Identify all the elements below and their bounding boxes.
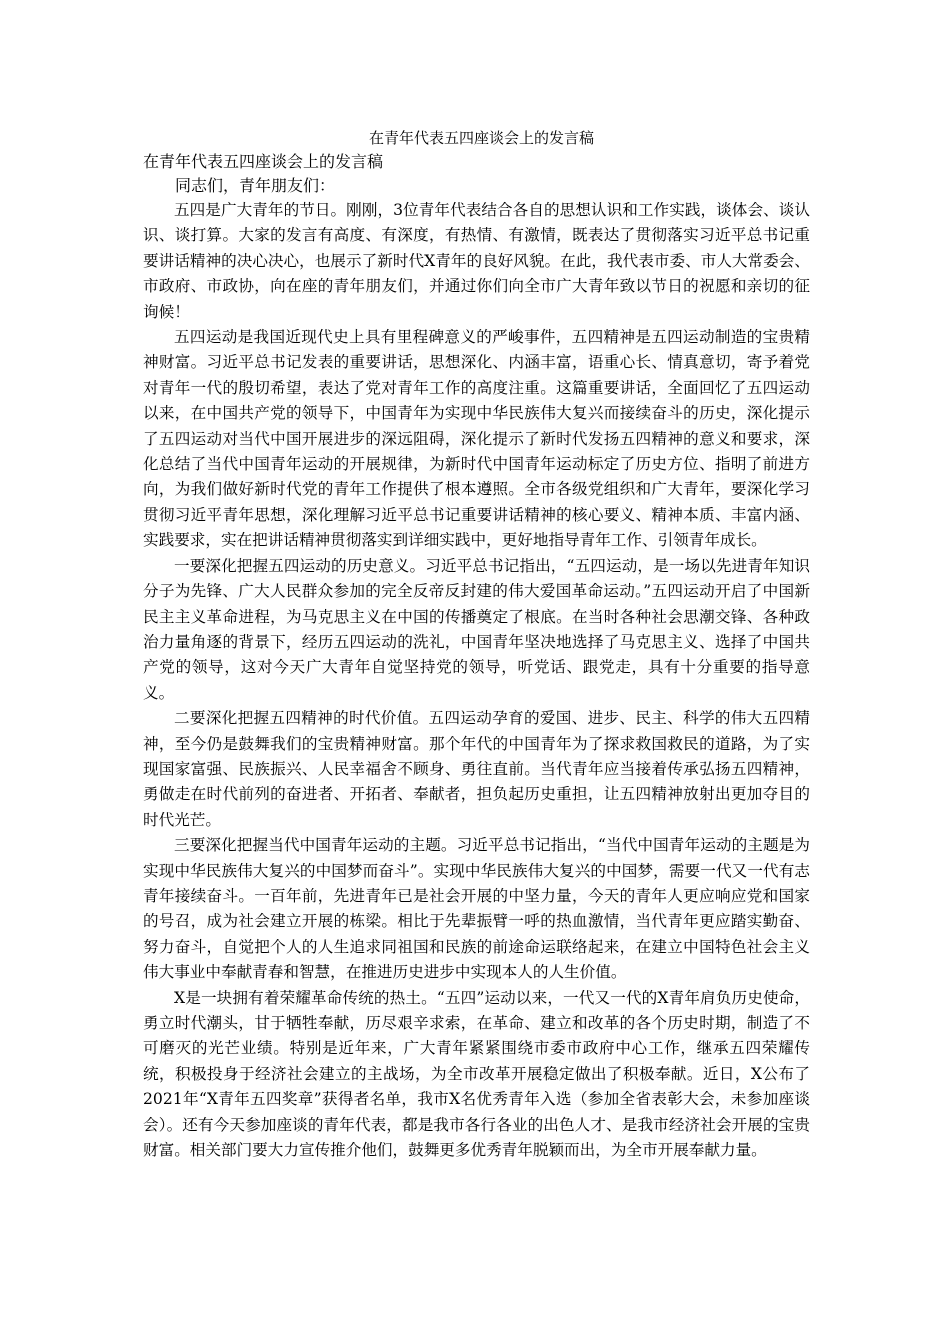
document-subtitle: 在青年代表五四座谈会上的发言稿 [143,152,384,171]
paragraph-greeting: 五四是广大青年的节日。刚刚，3位青年代表结合各自的思想认识和工作实践，谈体会、谈认识、谈打算。大家的发言有高度、有深度，有热情、有激情，既表达了贯彻落实习近平总书记重要讲话精神的决心决心，也展示了新时代X青年的良好风貌。在此，我代表市委、市人大常委会、市政府、市政协，向在座的青年朋友们，并通过你们向全市广大青年致以节日的祝愿和亲切的征询候！ [143,201,810,321]
salutation: 同志们，青年朋友们： [175,176,336,195]
paragraph-significance: 五四运动是我国近现代史上具有里程碑意义的严峻事件，五四精神是五四运动制造的宝贵精神财富。习近平总书记发表的重要讲话，思想深化、内涵丰富，语重心长、情真意切，寄予着党对青年一代的殷切希望，表达了党对青年工作的高度注重。这篇重要讲话，全面回忆了五四运动以来，在中国共产党的领导下，中国青年为实现中华民族伟大复兴而接续奋斗的历史，深化提示了五四运动对当代中国开展进步的深远阻碍，深化提示了新时代发扬五四精神的意义和要求，深化总结了当代中国青年运动的开展规律，为新时代中国青年运动标定了历史方位、指明了前进方向，为我们做好新时代党的青年工作提供了根本遵照。全市各级党组织和广大青年，要深化学习贯彻习近平青年思想，深化理解习近平总书记重要讲话精神的核心要义、精神本质、丰富内涵、实践要求，实在把讲话精神贯彻落实到详细实践中，更好地指导青年工作、引领青年成长。 [143,328,810,550]
paragraph-local-youth: X是一块拥有着荣耀革命传统的热土。“五四”运动以来，一代又一代的X青年肩负历史使命，勇立时代潮头，甘于牺牲奉献，历尽艰辛求索，在革命、建立和改革的各个历史时期，制造了不可磨灭的光芒业绩。特别是近年来，广大青年紧紧围绕市委市政府中心工作，继承五四荣耀传统，积极投身于经济社会建立的主战场，为全市改革开展稳定做出了积极奉献。近日，X公布了2021年“X青年五四奖章”获得者名单，我市X名优秀青年入选（参加全省表彰大会，未参加座谈会）。还有今天参加座谈的青年代表，都是我市各行各业的出色人才、是我市经济社会开展的宝贵财富。相关部门要大力宣传推介他们，鼓舞更多优秀青年脱颖而出，为全市开展奉献力量。 [143,988,810,1160]
paragraph-point-three: 三要深化把握当代中国青年运动的主题。习近平总书记指出，“当代中国青年运动的主题是为实现中华民族伟大复兴的中国梦而奋斗”。实现中华民族伟大复兴的中国梦，需要一代又一代有志青年接续奋斗。一百年前，先进青年已是社会开展的中坚力量，今天的青年人更应响应党和国家的号召，成为社会建立开展的栋梁。相比于先辈振臂一呼的热血激情，当代青年更应踏实勤奋、努力奋斗，自觉把个人的人生追求同祖国和民族的前途命运联络起来，在建立中国特色社会主义伟大事业中奉献青春和智慧，在推进历史进步中实现本人的人生价值。 [143,836,810,982]
paragraph-point-two: 二要深化把握五四精神的时代价值。五四运动孕育的爱国、进步、民主、科学的伟大五四精神，至今仍是鼓舞我们的宝贵精神财富。那个年代的中国青年为了探求救国救民的道路，为了实现国家富强、民族振兴、人民幸福舍不顾身、勇往直前。当代青年应当接着传承弘扬五四精神，勇做走在时代前列的奋进者、开拓者、奉献者，担负起历史重担，让五四精神放射出更加夺目的时代光芒。 [143,709,810,829]
paragraph-point-one: 一要深化把握五四运动的历史意义。习近平总书记指出，“五四运动，是一场以先进青年知识分子为先锋、广大人民群众参加的完全反帝反封建的伟大爱国革命运动。”五四运动开启了中国新民主主义革命进程，为马克思主义在中国的传播奠定了根底。在当时各种社会思潮交锋、各种政治力量角逐的背景下，经历五四运动的洗礼，中国青年坚决地选择了马克思主义、选择了中国共产党的领导，这对今天广大青年自觉坚持党的领导，听党话、跟党走，具有十分重要的指导意义。 [143,556,810,702]
document-page [143,126,810,1163]
document-title: 在青年代表五四座谈会上的发言稿 [368,129,594,147]
